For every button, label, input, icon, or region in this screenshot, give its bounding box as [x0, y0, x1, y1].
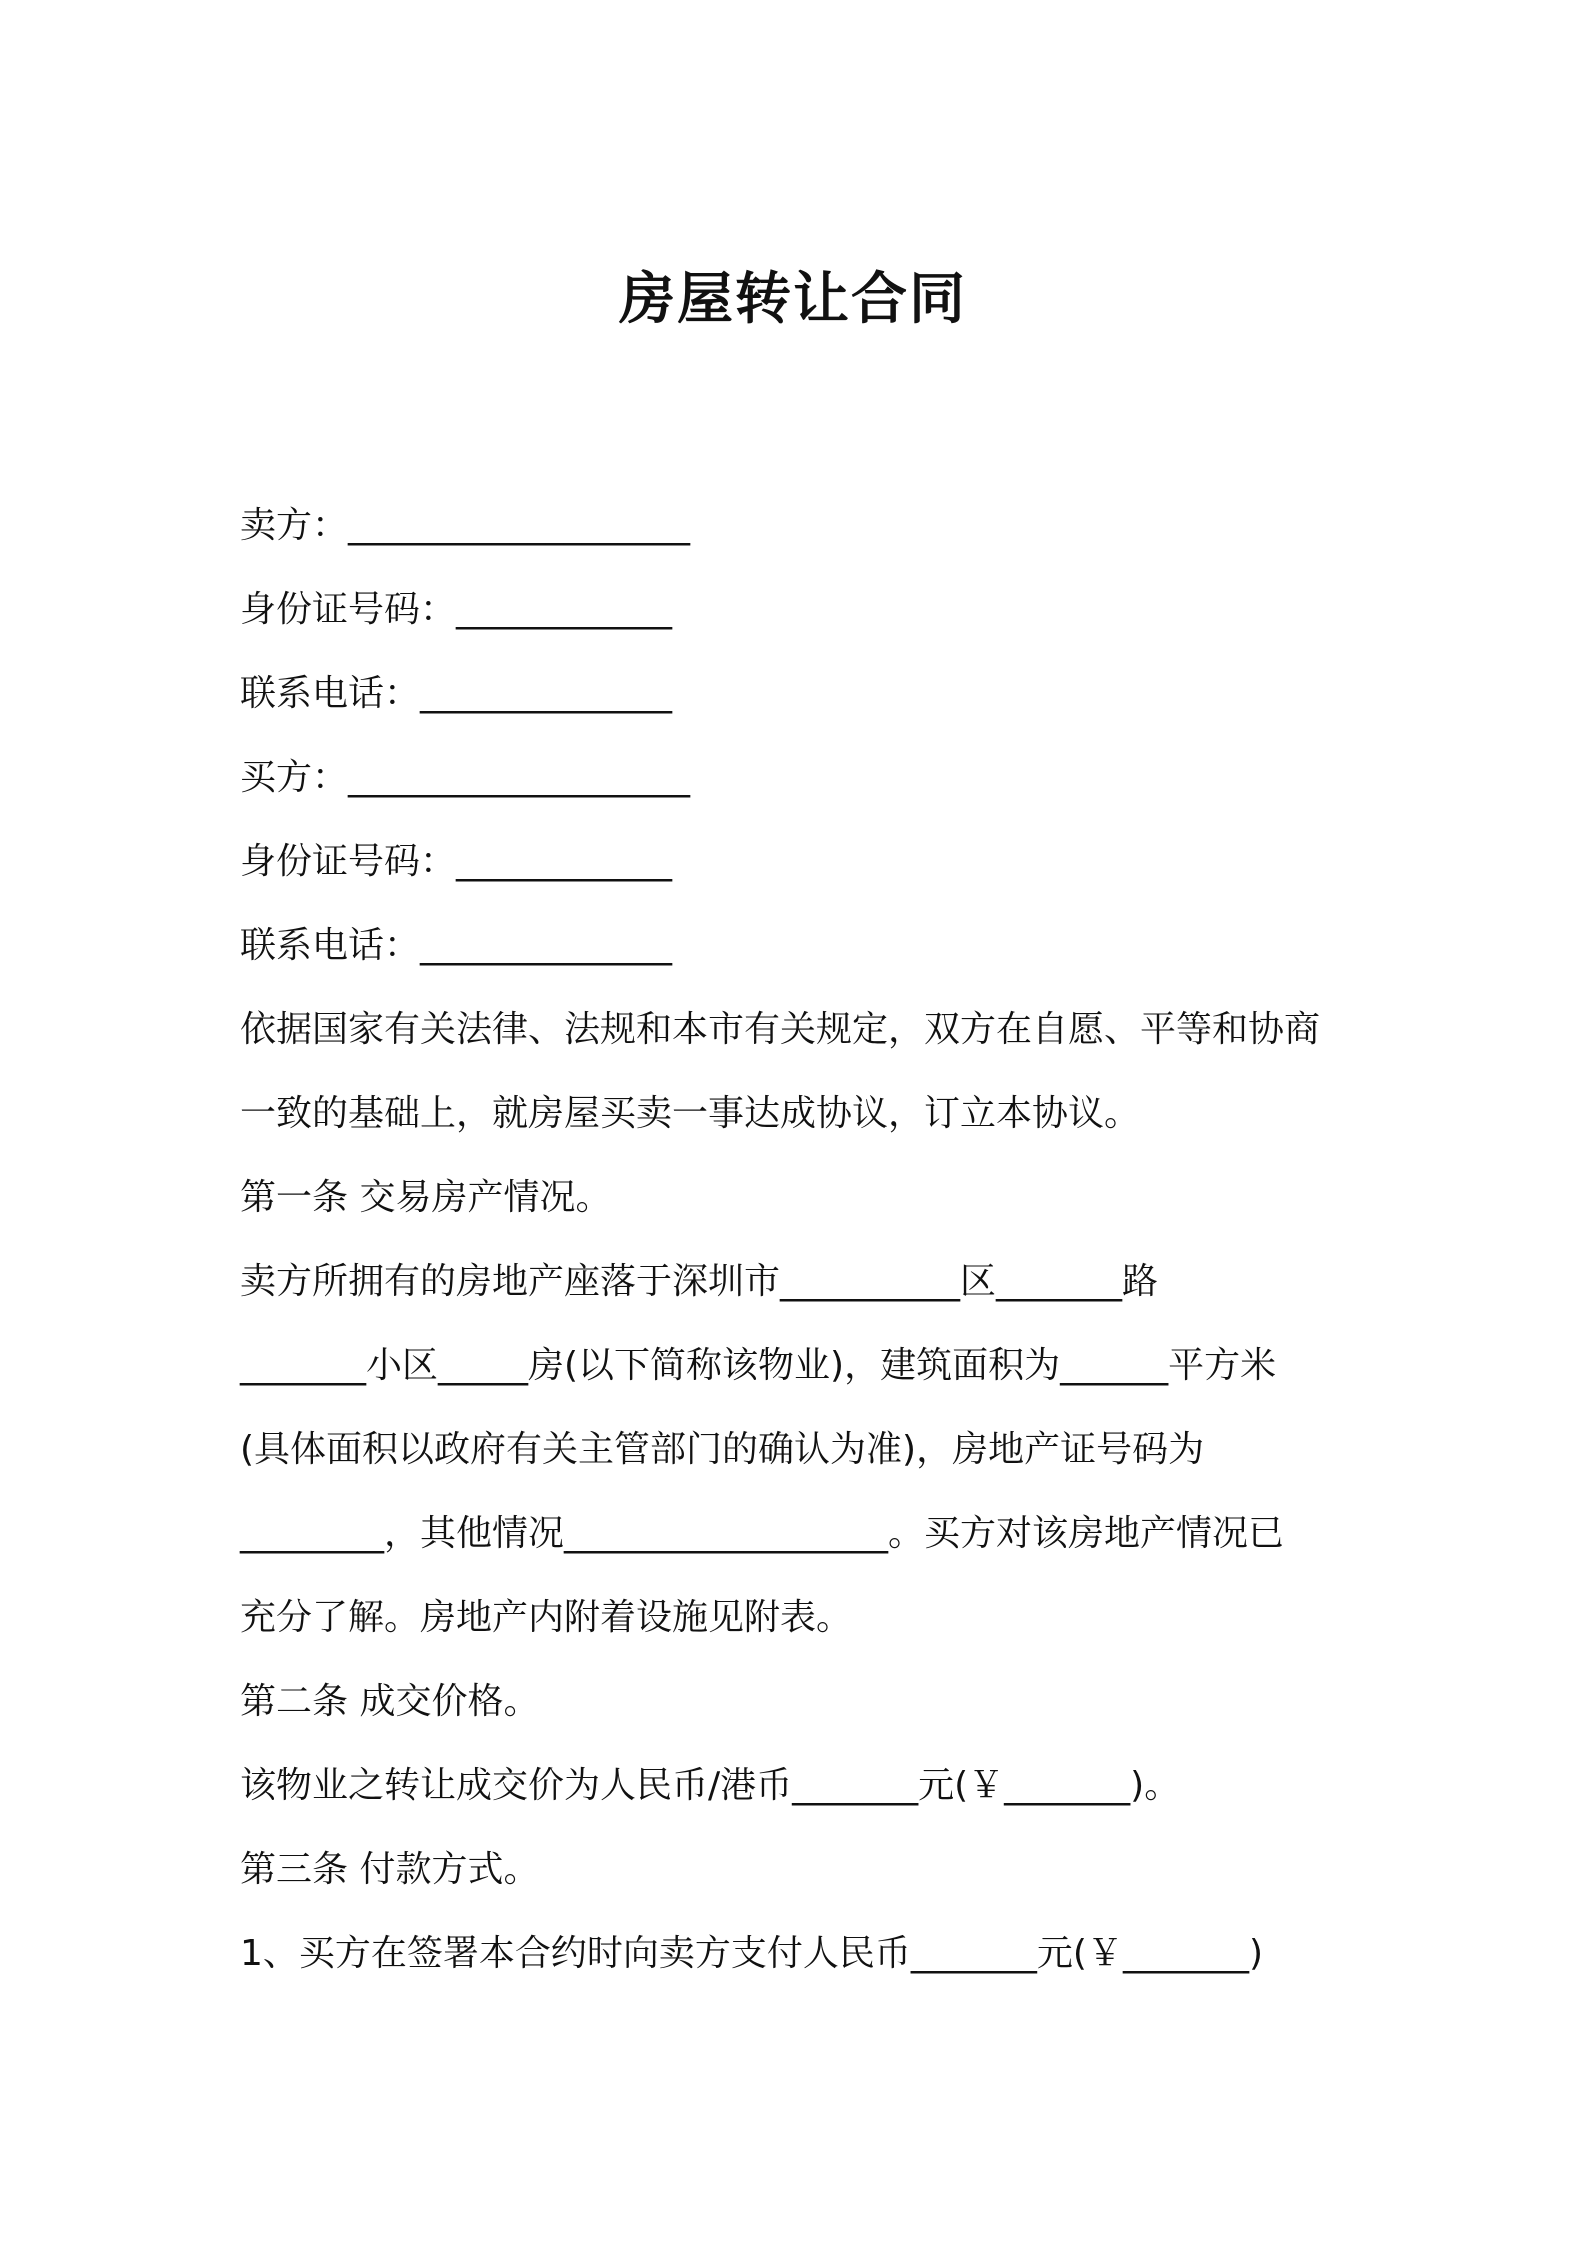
article-2-line-1: 该物业之转让成交价为人民币/港币_______元(￥_______)。 [240, 1765, 1181, 1806]
seller-name-line: 卖方：___________________ [240, 505, 691, 546]
preamble-line-2: 一致的基础上，就房屋买卖一事达成协议，订立本协议。 [240, 1093, 1141, 1134]
preamble-line-1: 依据国家有关法律、法规和本市有关规定，双方在自愿、平等和协商 [240, 1009, 1321, 1050]
article-1-line-5: 充分了解。房地产内附着设施见附表。 [240, 1597, 853, 1638]
article-3-heading: 第三条 付款方式。 [240, 1849, 540, 1890]
seller-id-line: 身份证号码：____________ [240, 589, 673, 630]
seller-phone-line: 联系电话：______________ [240, 673, 673, 714]
document-body [240, 492, 1360, 2004]
article-1-heading: 第一条 交易房产情况。 [240, 1177, 612, 1218]
article-1-line-1: 卖方所拥有的房地产座落于深圳市__________区_______路 [240, 1261, 1159, 1302]
buyer-phone-line: 联系电话：______________ [240, 925, 673, 966]
article-3-line-1: 1、买方在签署本合约时向卖方支付人民币_______元(￥_______) [240, 1933, 1263, 1974]
buyer-id-line: 身份证号码：____________ [240, 841, 673, 882]
article-1-line-4: ________，其他情况__________________。买方对该房地产情况已 [240, 1513, 1285, 1554]
document-title: 房屋转让合同 [619, 267, 967, 332]
article-1-line-2: _______小区_____房(以下简称该物业)，建筑面积为______平方米 [240, 1345, 1277, 1386]
article-2-heading: 第二条 成交价格。 [240, 1681, 540, 1722]
article-1-line-3: (具体面积以政府有关主管部门的确认为准)，房地产证号码为 [240, 1429, 1205, 1470]
buyer-name-line: 买方：___________________ [240, 757, 691, 798]
